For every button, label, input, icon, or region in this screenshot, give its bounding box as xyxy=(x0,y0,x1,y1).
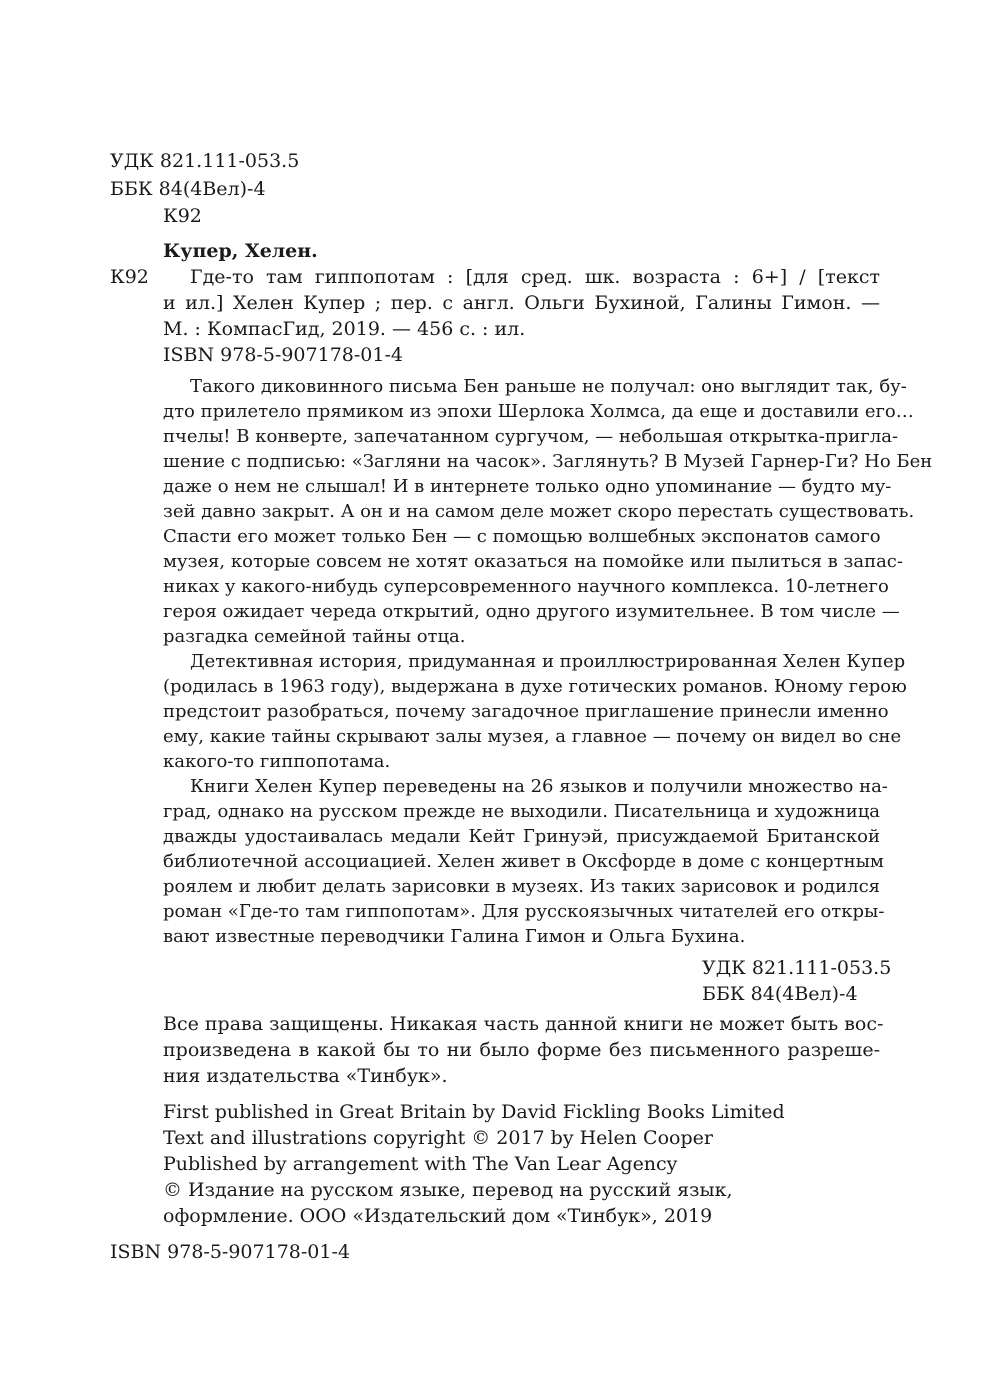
summary-line: никах у какого-нибудь суперсовременного научного комплекса. 10-летнего xyxy=(163,576,889,597)
summary-line: библиотечной ассоциацией. Хелен живет в Оксфорде в доме с концертным xyxy=(163,851,884,872)
copyright-line: оформление. ООО «Издательский дом «Тинбук», 2019 xyxy=(163,1205,713,1227)
rights-line: Все права защищены. Никакая часть данной книги не может быть вос- xyxy=(163,1013,884,1035)
author-name: Купер, Хелен. xyxy=(163,240,318,262)
summary-line: зей давно закрыт. А он и на самом деле может скоро перестать существовать. xyxy=(163,501,915,522)
rights-line: ния издательства «Тинбук». xyxy=(163,1065,448,1087)
summary-line: героя ожидает череда открытий, одно другого изумительнее. В том числе — xyxy=(163,601,900,622)
entry-description-line: Где-то там гиппопотам : [для сред. шк. возраста : 6+] / [текст xyxy=(190,266,880,288)
footer-isbn: ISBN 978-5-907178-01-4 xyxy=(110,1241,350,1263)
summary-line: музея, которые совсем не хотят оказаться на помойке или пылиться в запас- xyxy=(163,551,903,572)
summary-line: дважды удостаивалась медали Кейт Гринуэй, присуждаемой Британской xyxy=(163,826,880,847)
entry-author-mark: К92 xyxy=(110,266,149,288)
author-mark: К92 xyxy=(163,205,202,227)
summary-line: какого-то гиппопотама. xyxy=(163,751,391,772)
bbk-code-secondary: ББК 84(4Вел)-4 xyxy=(702,983,858,1005)
summary-line: предстоит разобраться, почему загадочное приглашение принесли именно xyxy=(163,701,889,722)
summary-line: пчелы! В конверте, запечатанном сургучом, — небольшая открытка-пригла- xyxy=(163,426,899,447)
summary-line: ему, какие тайны скрывают залы музея, а главное — почему он видел во сне xyxy=(163,726,902,747)
summary-line: Спасти его может только Бен — с помощью волшебных экспонатов самого xyxy=(163,526,881,547)
summary-line: град, однако на русском прежде не выходили. Писательница и художница xyxy=(163,801,880,822)
entry-isbn: ISBN 978-5-907178-01-4 xyxy=(163,344,403,366)
summary-line: Такого диковинного письма Бен раньше не получал: оно выглядит так, бу- xyxy=(190,376,907,397)
udk-code-secondary: УДК 821.111-053.5 xyxy=(702,957,892,979)
summary-line: Книги Хелен Купер переведены на 26 языков и получили множество на- xyxy=(190,776,888,797)
bbk-code: ББК 84(4Вел)-4 xyxy=(110,178,266,200)
entry-description-line: М. : КомпасГид, 2019. — 456 с. : ил. xyxy=(163,318,526,340)
summary-line: разгадка семейной тайны отца. xyxy=(163,626,466,647)
summary-line: вают известные переводчики Галина Гимон и Ольга Бухина. xyxy=(163,926,746,947)
summary-line: роман «Где-то там гиппопотам». Для русскоязычных читателей его откры- xyxy=(163,901,885,922)
summary-line: Детективная история, придуманная и проиллюстрированная Хелен Купер xyxy=(190,651,906,672)
summary-line: роялем и любит делать зарисовки в музеях. Из таких зарисовок и родился xyxy=(163,876,880,897)
copyright-line: First published in Great Britain by David Fickling Books Limited xyxy=(163,1101,785,1123)
summary-line: дто прилетело прямиком из эпохи Шерлока Холмса, да еще и доставили его… xyxy=(163,401,914,422)
copyright-line: Text and illustrations copyright © 2017 by Helen Cooper xyxy=(163,1127,713,1149)
udk-code: УДК 821.111-053.5 xyxy=(110,150,300,172)
entry-description-line: и ил.] Хелен Купер ; пер. с англ. Ольги Бухиной, Галины Гимон. — xyxy=(163,292,880,314)
summary-line: даже о нем не слышал! И в интернете только одно упоминание — будто му- xyxy=(163,476,892,497)
rights-line: произведена в какой бы то ни было форме без письменного разреше- xyxy=(163,1039,880,1061)
summary-line: (родилась в 1963 году), выдержана в духе готических романов. Юному герою xyxy=(163,676,907,697)
copyright-line: Published by arrangement with The Van Lear Agency xyxy=(163,1153,678,1175)
summary-line: шение с подписью: «Загляни на часок». Заглянуть? В Музей Гарнер-Ги? Но Бен xyxy=(163,451,933,472)
copyright-line: © Издание на русском языке, перевод на русский язык, xyxy=(163,1179,733,1201)
